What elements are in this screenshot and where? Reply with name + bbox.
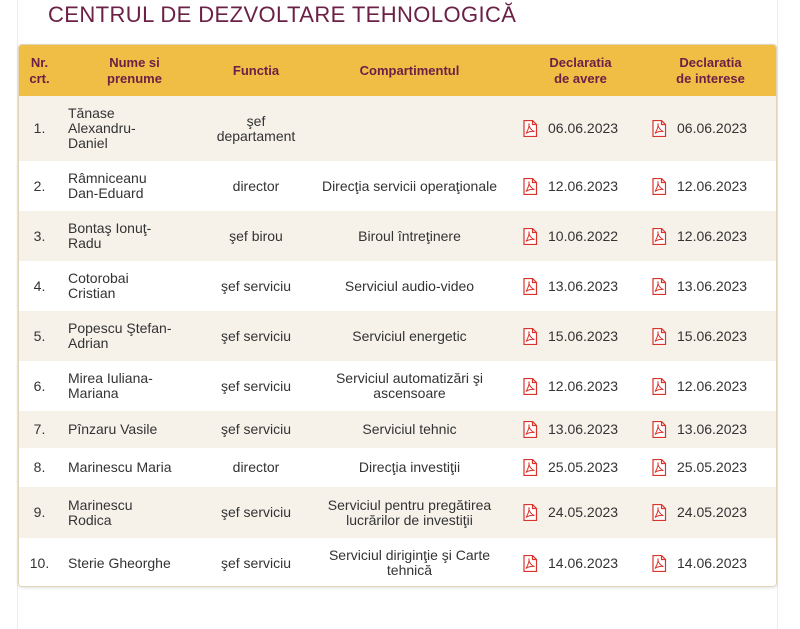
table-row [19, 96, 776, 161]
pdf-icon[interactable] [651, 421, 667, 438]
interest-declaration-date[interactable]: 14.06.2023 [677, 554, 748, 571]
header-wealth-declaration: Declaratia de avere [549, 54, 612, 86]
person-department: Serviciul diriginţie şi Carte tehnică [328, 547, 491, 578]
interest-declaration-date[interactable]: 06.06.2023 [677, 120, 748, 136]
person-name: Marinescu Maria [68, 459, 172, 475]
table-row [19, 161, 776, 211]
person-name: Bontaş Ionuţ- Radu [68, 220, 152, 251]
wealth-declaration-date[interactable]: 15.06.2023 [548, 327, 619, 344]
table-row [19, 311, 776, 361]
wealth-declaration-link[interactable] [516, 211, 645, 261]
wealth-declaration-link[interactable] [516, 538, 645, 587]
wealth-declaration-date[interactable]: 25.05.2023 [548, 459, 619, 475]
table-row [19, 361, 776, 411]
pdf-icon[interactable] [522, 178, 538, 195]
person-name: Tănase Alexandru- Daniel [68, 105, 136, 151]
wealth-declaration-link[interactable] [516, 161, 645, 211]
wealth-declaration-date[interactable]: 10.06.2022 [548, 227, 619, 244]
table-row [19, 538, 776, 587]
person-function: şef serviciu [220, 327, 292, 344]
pdf-icon[interactable] [651, 555, 667, 572]
person-function: şef serviciu [220, 277, 292, 294]
interest-declaration-link[interactable] [645, 161, 776, 211]
pdf-icon[interactable] [651, 328, 667, 345]
wealth-declaration-link[interactable] [516, 261, 645, 311]
person-name: Popescu Ştefan- Adrian [68, 320, 172, 351]
declarations-table-wrapper [18, 44, 777, 587]
person-function: şef serviciu [220, 554, 292, 571]
person-department [303, 96, 516, 161]
row-number: 3. [33, 227, 46, 244]
pdf-icon[interactable] [522, 504, 538, 521]
header-department: Compartimentul [359, 62, 460, 78]
row-number: 5. [33, 327, 46, 344]
pdf-icon[interactable] [522, 459, 538, 476]
interest-declaration-link[interactable] [645, 487, 776, 538]
person-department: Direcţia servicii operaţionale [321, 177, 498, 194]
pdf-icon[interactable] [651, 504, 667, 521]
wealth-declaration-link[interactable] [516, 487, 645, 538]
row-number: 2. [33, 177, 46, 194]
person-department: Biroul întreţinere [358, 227, 461, 244]
wealth-declaration-date[interactable]: 14.06.2023 [548, 554, 619, 571]
person-function: şef serviciu [220, 377, 292, 394]
person-function: şef departament [216, 112, 296, 144]
interest-declaration-link[interactable] [645, 538, 776, 587]
row-number: 8. [33, 459, 46, 475]
pdf-icon[interactable] [522, 555, 538, 572]
table-row [19, 487, 776, 538]
pdf-icon[interactable] [651, 120, 667, 137]
pdf-icon[interactable] [522, 278, 538, 295]
person-name: Mirea Iuliana- Mariana [68, 370, 153, 401]
wealth-declaration-date[interactable]: 12.06.2023 [548, 177, 619, 194]
person-name: Pînzaru Vasile [68, 421, 158, 437]
row-number: 1. [33, 120, 46, 136]
interest-declaration-date[interactable]: 25.05.2023 [677, 459, 748, 475]
person-department: Serviciul pentru pregătirea lucrărilor de investiţii [327, 496, 492, 528]
pdf-icon[interactable] [522, 378, 538, 395]
person-name: Cotorobai Cristian [68, 270, 129, 301]
table-row [19, 211, 776, 261]
pdf-icon[interactable] [522, 120, 538, 137]
wealth-declaration-date[interactable]: 24.05.2023 [548, 504, 619, 520]
pdf-icon[interactable] [522, 328, 538, 345]
interest-declaration-date[interactable]: 13.06.2023 [677, 277, 748, 294]
wealth-declaration-link[interactable] [516, 311, 645, 361]
header-name: Nume si prenume [107, 54, 162, 86]
wealth-declaration-link[interactable] [516, 361, 645, 411]
person-name: Marinescu Rodica [68, 496, 133, 528]
wealth-declaration-date[interactable]: 06.06.2023 [548, 120, 619, 136]
pdf-icon[interactable] [522, 421, 538, 438]
interest-declaration-date[interactable]: 13.06.2023 [677, 421, 748, 437]
pdf-icon[interactable] [651, 278, 667, 295]
person-function: director [232, 459, 280, 475]
interest-declaration-date[interactable]: 12.06.2023 [677, 177, 748, 194]
header-nr: Nr. crt. [29, 54, 50, 86]
interest-declaration-link[interactable] [645, 361, 776, 411]
person-department: Direcţia investiţii [358, 459, 461, 475]
person-department: Serviciul audio-video [344, 277, 475, 294]
row-number: 7. [33, 421, 46, 437]
header-interest-declaration: Declaratia de interese [676, 54, 745, 86]
interest-declaration-link[interactable] [645, 96, 776, 161]
person-name: Sterie Gheorghe [68, 554, 171, 571]
person-name: Râmniceanu Dan-Eduard [68, 170, 147, 201]
person-department: Serviciul tehnic [362, 421, 457, 437]
wealth-declaration-link[interactable] [516, 96, 645, 161]
row-number: 10. [29, 554, 50, 571]
person-function: şef birou [229, 227, 283, 244]
interest-declaration-date[interactable]: 24.05.2023 [677, 504, 748, 520]
person-department: Serviciul energetic [352, 327, 467, 344]
interest-declaration-date[interactable]: 12.06.2023 [677, 227, 748, 244]
interest-declaration-link[interactable] [645, 411, 776, 448]
page-title: CENTRUL DE DEZVOLTARE TEHNOLOGICĂ [48, 2, 517, 27]
pdf-icon[interactable] [522, 228, 538, 245]
table-row [19, 448, 776, 487]
person-function: şef serviciu [220, 421, 292, 437]
table-body [19, 96, 776, 587]
row-number: 9. [33, 504, 46, 520]
pdf-icon[interactable] [651, 178, 667, 195]
declarations-table [19, 45, 776, 587]
wealth-declaration-date[interactable]: 12.06.2023 [548, 377, 619, 394]
person-department: Serviciul automatizări şi ascensoare [335, 370, 484, 401]
header-function: Functia [232, 62, 280, 78]
interest-declaration-date[interactable]: 15.06.2023 [677, 327, 748, 344]
wealth-declaration-date[interactable]: 13.06.2023 [548, 421, 619, 437]
table-row [19, 411, 776, 448]
pdf-icon[interactable] [651, 459, 667, 476]
wealth-declaration-link[interactable] [516, 448, 645, 487]
wealth-declaration-date[interactable]: 13.06.2023 [548, 277, 619, 294]
table-header-row [19, 45, 776, 96]
interest-declaration-date[interactable]: 12.06.2023 [677, 377, 748, 394]
person-function: şef serviciu [220, 504, 292, 520]
wealth-declaration-link[interactable] [516, 411, 645, 448]
pdf-icon[interactable] [651, 378, 667, 395]
table-row [19, 261, 776, 311]
interest-declaration-link[interactable] [645, 211, 776, 261]
row-number: 6. [33, 377, 46, 394]
person-function: director [232, 177, 280, 194]
interest-declaration-link[interactable] [645, 448, 776, 487]
pdf-icon[interactable] [651, 228, 667, 245]
interest-declaration-link[interactable] [645, 311, 776, 361]
row-number: 4. [33, 277, 46, 294]
interest-declaration-link[interactable] [645, 261, 776, 311]
